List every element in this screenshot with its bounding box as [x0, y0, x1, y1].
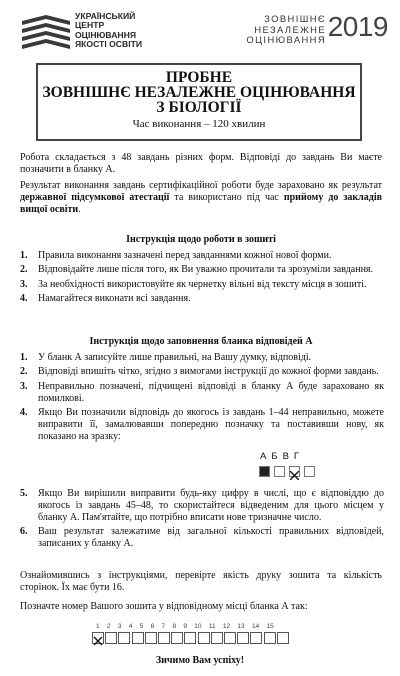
list-item: 5. Якщо Ви вирішили виправити будь-яку цифру в числі, що є відповіддю до якогось із завдань 45–48, то скористайтеся відведеним для цього місцем у бланку А. Пам'ятайте, що потрібно вписати нове тризначне число.	[20, 488, 384, 523]
grid-numbers: 1 2 3 4 5 6 7 8 9 10 11 12 13 14 15	[96, 623, 274, 630]
correction-sample	[256, 451, 322, 481]
list-item: 2. Відповідайте лише після того, як Ви уважно прочитали та зрозуміли завдання.	[20, 264, 374, 276]
list-item: 3. Неправильно позначені, підчищені відповіді в бланку А буде зараховано як помилкові.	[20, 380, 384, 404]
sample-box-empty	[274, 466, 285, 477]
grid-cell	[145, 632, 157, 644]
logo-line-4: ЯКОСТІ ОСВІТИ	[75, 39, 143, 50]
intro-paragraph-2	[20, 180, 382, 215]
form-instructions-list-b	[20, 488, 384, 552]
list-item-text: Якщо Ви вирішили виправити будь-яку цифру в числі, що є відповіддю до якогось із завдань 45–48, то скористайтеся відведеним для цього місцем у бланку А. Пам'ятайте, що потрібно вписати нове тризначне число.	[38, 488, 384, 523]
list-item-text: Неправильно позначені, підчищені відповіді в бланку А буде зараховано як помилкові.	[38, 380, 384, 404]
list-item: 3. За необхідності використовуйте як чернетку вільні від тексту місця в зошиті.	[20, 278, 367, 290]
title-line-2: ЗОВНІШНЄ НЕЗАЛЕЖНЕ ОЦІНЮВАННЯ	[42, 84, 356, 101]
list-item-text: У бланк А записуйте лише правильні, на Вашу думку, відповіді.	[38, 352, 312, 363]
brand-lines	[246, 14, 326, 46]
list-item-text: Правила виконання зазначені перед завданнями кожної нової форми.	[38, 250, 332, 261]
list-item-text: Відповіді впишіть чітко, згідно з вимогами інструкції до кожної форми завдань.	[38, 366, 379, 378]
list-item: 1. Правила виконання зазначені перед завданнями кожної нової форми.	[20, 250, 332, 261]
good-luck-text: Зичимо Вам успіху!	[155, 655, 245, 666]
closing-paragraph-1: Ознайомившись з інструкціями, перевірте якість друку зошита та кількість сторінок. Їх має бути 16.	[20, 570, 382, 593]
grid-cell	[198, 632, 210, 644]
intro-paragraph-1: Робота складається з 48 завдань різних форм. Відповіді до завдань Ви маєте позначити в бланку А.	[20, 152, 382, 175]
grid-cell	[132, 632, 144, 644]
brand-year: 2019	[327, 11, 388, 42]
brand-line-1: ЗОВНІШНЄ	[264, 13, 326, 24]
intro-p2-start: Результат виконання завдань сертифікаційної роботи буде зараховано як результат	[20, 180, 382, 191]
cross-mark-icon	[290, 471, 299, 480]
sample-box-filled	[259, 466, 270, 477]
grid-cell	[264, 632, 276, 644]
sample-box-empty	[304, 466, 315, 477]
closing-paragraph-2: Позначте номер Вашого зошита у відповідному місці бланка А так:	[20, 601, 308, 612]
logo-line-2: ЦЕНТР	[75, 20, 105, 31]
ucoyo-logo-icon	[20, 13, 72, 53]
list-item-text: Намагайтеся виконати всі завдання.	[38, 293, 191, 305]
logo-line-1: УКРАЇНСЬКИЙ	[75, 11, 136, 21]
notebook-instructions-list	[20, 250, 384, 308]
title-line-3: З БІОЛОГІЇ	[156, 99, 242, 116]
title-line-1: ПРОБНЕ	[165, 69, 233, 86]
grid-cell	[158, 632, 170, 644]
sample-letters: АБВГ	[260, 451, 305, 462]
grid-cell	[105, 632, 117, 644]
intro-p2-mid: та використано під час	[169, 191, 284, 203]
list-item-text: Відповідайте лише після того, як Ви уважно прочитали та зрозуміли завдання.	[38, 264, 374, 276]
title-box	[36, 63, 362, 141]
list-item: 4. Якщо Ви позначили відповідь до якогось із завдань 1–44 неправильно, можете виправити її, замалювавши попередню позначку та поставивши нову, як показано на зразку:	[20, 406, 384, 442]
notebook-number-labels	[96, 623, 274, 630]
list-item: 4. Намагайтеся виконати всі завдання.	[20, 293, 191, 305]
duration-text: Час виконання – 120 хвилин	[132, 118, 266, 130]
list-item: 1. У бланк А записуйте лише правильні, на Вашу думку, відповіді.	[20, 352, 312, 363]
grid-cell	[277, 632, 289, 644]
intro-p2-bold-2: прийому до закладів вищої освіти	[20, 191, 382, 215]
list-item: 6. Ваш результат залежатиме від загальної кількості правильних відповідей, записаних у бланку А.	[20, 525, 384, 549]
list-item: 2. Відповіді впишіть чітко, згідно з вимогами інструкції до кожної форми завдань.	[20, 366, 379, 378]
brand-line-2: НЕЗАЛЕЖНЕ	[254, 23, 326, 35]
cross-mark-icon	[93, 636, 103, 646]
grid-cell	[237, 632, 249, 644]
intro-p2-bold-1: державної підсумкової атестації	[20, 191, 170, 203]
form-instructions-heading: Інструкція щодо заповнення бланка відповідей А	[89, 336, 313, 347]
grid-cell	[118, 632, 130, 644]
grid-cell	[224, 632, 236, 644]
intro-p2-end: .	[78, 203, 81, 215]
grid-cell	[211, 632, 223, 644]
list-item-text: Якщо Ви позначили відповідь до якогось із завдань 1–44 неправильно, можете виправити її, замалювавши попередню позначку та поставивши нову, як показано на зразку:	[38, 406, 384, 442]
grid-cell	[171, 632, 183, 644]
grid-cell	[184, 632, 196, 644]
logo-line-3: ОЦІНЮВАННЯ	[75, 29, 136, 40]
logo-text	[75, 12, 142, 50]
page-header	[0, 0, 400, 62]
form-instructions-list-a	[20, 352, 384, 445]
list-item-text: За необхідності використовуйте як чернетку вільні від тексту місця в зошиті.	[38, 278, 367, 290]
grid-cell	[92, 632, 104, 644]
notebook-instructions-heading: Інструкція щодо роботи в зошиті	[126, 234, 276, 245]
grid-cell	[250, 632, 262, 644]
brand-line-3: ОЦІНЮВАННЯ	[246, 34, 326, 46]
list-item-text: Ваш результат залежатиме від загальної кількості правильних відповідей, записаних у бланку А.	[38, 525, 384, 549]
sample-box-cross	[289, 466, 300, 477]
